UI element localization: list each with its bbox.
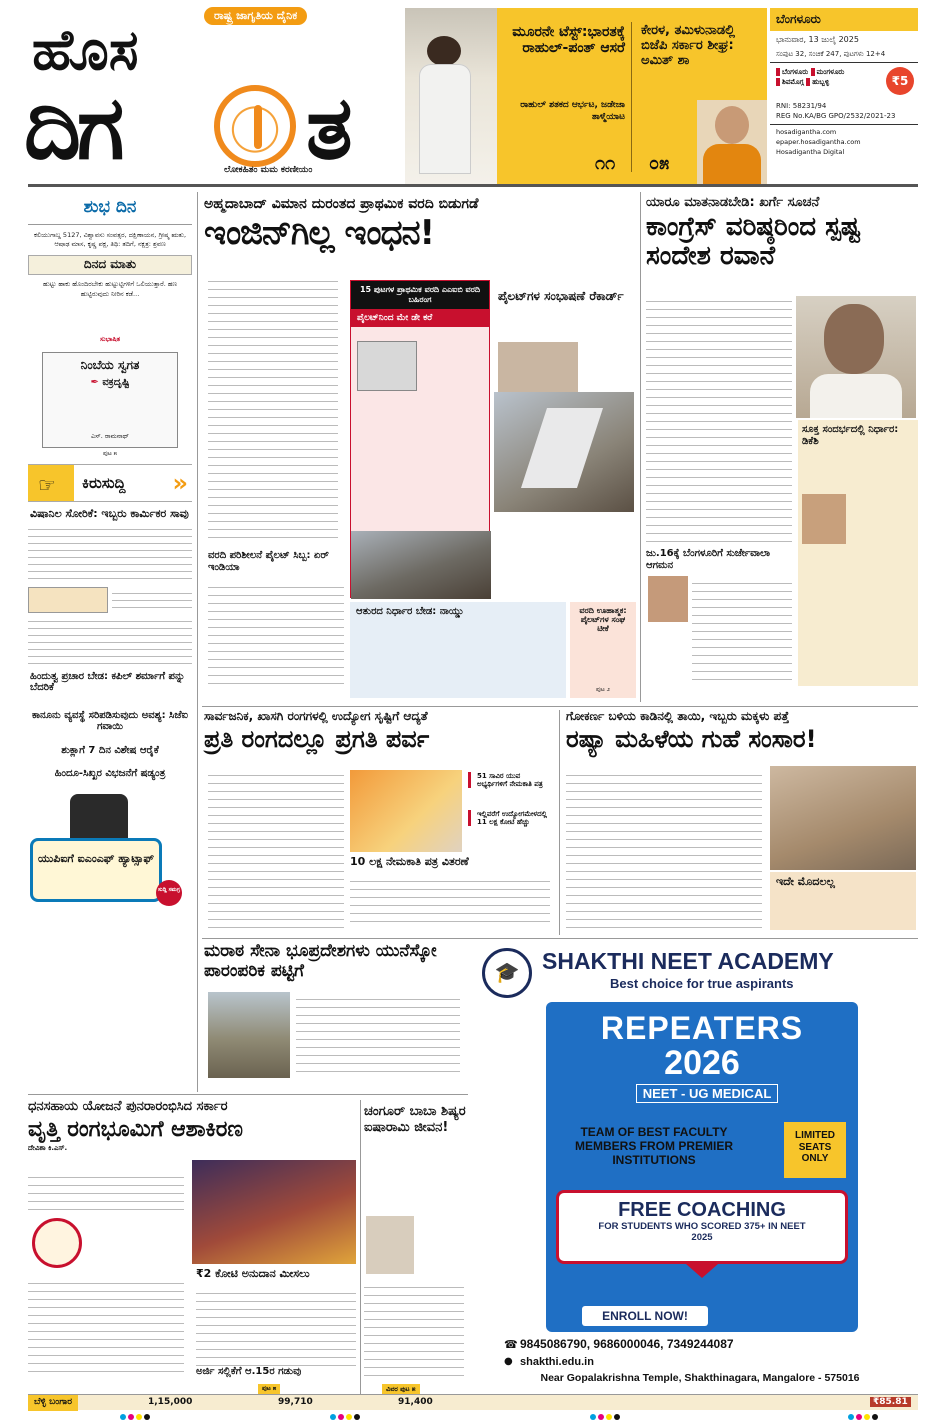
edition-city: ಬೆಂಗಳೂರು [770,8,918,31]
row3-divider [202,938,918,939]
congress-headline: ಕಾಂಗ್ರೆಸ್ ವರಿಷ್ಠರಿಂದ ಸ್ಪಷ್ಟ ಸಂದೇಶ ರವಾನೆ [646,211,861,271]
city-2: ಮಂಗಳೂರು [811,68,845,76]
promo1-sub: ರಾಹುಲ್ ಶತಕದ ಆರ್ಭಟ, ಜಡೇಜಾ ತಾಳ್ಮೆಯಾಟ [520,100,625,122]
theatre-body-2 [28,1276,184,1376]
fuel-switch-photo [357,341,417,391]
pragati-kicker: ಸಾರ್ವಜನಿಕ, ಖಾಸಗಿ ರಂಗಗಳಲ್ಲಿ ಉದ್ಯೋಗ ಸೃಷ್ಟಿಗೆ ಆದ್ಯತೆ [204,709,428,723]
theatre-logo-icon [32,1218,82,1268]
suddi-badge: ಸುದ್ದಿ ಸಮಗ್ರ [156,880,182,906]
congress-story [646,192,918,702]
ticker-value-1: 1,15,000 [148,1397,193,1407]
pragati-headline: ಪ್ರತಿ ರಂಗದಲ್ಲೂ ಪ್ರಗತಿ ಪರ್ವ [204,724,430,753]
city-4: ಹುಬ್ಬಳ್ಳಿ [806,78,829,86]
theatre-deadline: ಅರ್ಜಿ ಸಲ್ಲಿಕೆಗೆ ಆ.15ರ ಗಡುವು [196,1366,302,1377]
edition-issue: ಸಂಪುಟ 32, ಸಂಚಿಕೆ 247, ಪುಟಗಳು 12+4 [770,49,918,63]
dks-box [798,420,918,686]
neet-label: NEET - UG MEDICAL [636,1084,778,1103]
city-3: ಶಿವಮೊಗ್ಗ [776,78,804,86]
brief-1-body-2 [28,615,192,665]
cartoon-title: ನಿಂಬೆಯ ಸ್ವಗತ [80,358,140,373]
upi-headline-box [30,838,162,902]
baba-story [364,1104,466,1396]
pragati-bullet-1: 51 ಸಾವಿರ ಯುವ ಅಭ್ಯರ್ಥಿಗಳಿಗೆ ನೇಮಕಾತಿ ಪತ್ರ [468,772,552,788]
surjewala-body [692,576,792,680]
congress-body [646,294,792,544]
cartoon-box [42,352,178,448]
cartoon-label-text: ವಕ್ರದೃಷ್ಟಿ [102,376,130,388]
pilot-recording-headline: ಪೈಲಟ್‌ಗಳ ಸಂಭಾಷಣೆ ರೆಕಾರ್ಡ್ [498,289,624,303]
faculty-text: TEAM OF BEST FACULTY MEMBERS FROM PREMIER INSTITUTIONS [574,1125,733,1167]
lead-infobox-title: 15 ಪುಟಗಳ ಪ್ರಾಥಮಿಕ ವರದಿ ಎಎಐಬಿ ವರದಿ ಬಹಿರಂಗ [351,281,489,309]
cartoon-author: ಎಸ್. ರಾಮನಾಥ್ [91,432,129,441]
side-story-3-box [570,602,636,698]
pointing-hand-icon: ☞ [38,473,56,498]
cave-headline: ರಷ್ಯಾ ಮಹಿಳೆಯ ಗುಹೆ ಸಂಸಾರ! [566,724,817,753]
lead-headline: ಇಂಜಿನ್‌ಗಿಲ್ಲ ಇಂಧನ! [204,213,434,254]
maratha-story [204,942,462,1090]
theatre-sub: ₹2 ಕೋಟಿ ಅನುದಾನ ಮೀಸಲು [196,1267,310,1280]
globe-icon: ● [504,1356,513,1367]
pilot-photos [498,342,578,392]
fort-photo [208,992,290,1078]
baba-headline: ಚಂಗೂರ್ ಬಾಬಾ ಶಿಷ್ಯರ ಐಷಾರಾಮಿ ಜೀವನ! [364,1104,466,1135]
upi-box [28,794,192,906]
congress-kicker: ಯಾರೂ ಮಾತನಾಡಬೇಡಿ: ಖರ್ಗೆ ಸೂಚನೆ [646,195,820,210]
limited-seats-badge: LIMITED SEATS ONLY [784,1122,846,1178]
brief-1-body [28,523,192,585]
plane-wreck-photo [351,531,491,599]
brief-5-headline: ಹಿಂದೂ-ಸಿಖ್ಖರ ವಿಭಜನೆಗೆ ಷಡ್ಯಂತ್ರ [54,768,166,780]
cartoon-label: ✒ ವಕ್ರದೃಷ್ಟಿ [90,376,130,388]
cave-sub: ಇದೇ ಮೊದಲಲ್ಲ [776,875,835,888]
lead-right-divider [640,192,641,702]
sun-logo-icon [214,85,296,167]
cave-kicker: ಗೋಕರ್ಣ ಬಳಿಯ ಕಾಡಿನಲ್ಲಿ ತಾಯಿ, ಇಬ್ಬರು ಮಕ್ಕಳು ಪತ್ತೆ [566,709,790,723]
theatre-story [28,1100,358,1396]
ticker-rate: ₹85.81 [870,1397,911,1407]
surjewala-photo [648,576,688,622]
free-coaching-box [556,1190,848,1264]
daily-quote: ಹುಟ್ಟು ಹಾಕು ಹೊಂದಿರಬೇಕು ಹುಟ್ಟುಟ್ಟಿಗಳಿಗೆ ಒಲಿಯುತ್ತಾರೆ. ಹಣ ಹುಟ್ಟಿರುವುದು ನೀರಿನ ಕಡೆ... [42,280,178,298]
reg-number: REG No.KA/BG GPO/2532/2021-23 [770,111,918,125]
price-badge: ₹5 [886,67,914,95]
ad-phones: 9845086790, 9686000046, 7349244087 [520,1337,734,1351]
pragati-body [208,768,344,928]
promo-divider [631,22,632,172]
promo1-title: ಮೂರನೇ ಟೆಸ್ಟ್:ಭಾರತಕ್ಕೆ ರಾಹುಲ್-ಪಂತ್ ಆಸರೆ [512,24,625,57]
enroll-button[interactable]: ENROLL NOW! [582,1306,708,1326]
masthead-title-main: ದಿಗ [24,76,121,179]
masthead [24,5,424,183]
lead-page-ref[interactable]: ಪುಟ ೨ [595,686,611,693]
lead-infobox-sub: ಪೈಲಟ್‌ನಿಂದ ಮೇ ಡೇ ಕರೆ [351,309,489,327]
repeaters-text: REPEATERS [600,1010,804,1046]
pragati-story [204,710,554,935]
brief-2-headline: ಹಿಂದುತ್ವ ಪ್ರಚಾರ ಬೇಡ: ಕಪಿಲ್ ಶರ್ಮಾಗೆ ಪನ್ನು ಬೆದರಿಕೆ [30,670,186,694]
ad-blue-panel [546,1002,858,1332]
promo-strip [405,8,767,184]
side-story-1-body [208,580,344,684]
brief-1-headline: ವಿಷಾನಿಲ ಸೋರಿಕೆ: ಇಬ್ಬರು ಕಾರ್ಮಿಕರ ಸಾವು [30,507,189,521]
free-coaching-text: FREE COACHING [618,1199,786,1221]
side-story-2-headline: ಆತುರದ ನಿರ್ಧಾರ ಬೇಡ: ನಾಯ್ಡು [356,606,464,617]
dks-headline: ಸೂಕ್ತ ಸಂದರ್ಭದಲ್ಲಿ ನಿರ್ಧಾರ: ಡಿಕೆಶಿ [802,424,899,447]
pragati-photo [350,770,462,852]
theatre-headline: ವೃತ್ತಿ ರಂಗಭೂಮಿಗೆ ಆಶಾಕಿರಣ [28,1116,243,1142]
masthead-title-end: ತ [306,76,353,179]
theatre-photo [192,1160,356,1264]
baba-body [364,1280,464,1380]
masthead-slogan: ಲೋಕಹಿತಂ ಮಮ ಕರಣೀಯಂ [224,165,313,175]
dinada-matu-title: ದಿನದ ಮಾತು [28,255,192,275]
edition-box [770,8,918,184]
edition-cities [776,67,876,88]
city-1: ಬೆಂಗಳೂರು [776,68,808,76]
baba-photo [366,1216,414,1274]
free-coaching-sub: FOR STUDENTS WHO SCORED 375+ IN NEET 2025 [598,1221,806,1243]
dks-photo [802,494,846,544]
masthead-divider [28,184,918,187]
maratha-headline: ಮರಾಠ ಸೇನಾ ಭೂಪ್ರದೇಶಗಳು ಯುನೆಸ್ಕೋ ಪಾರಂಪರಿಕ ಪಟ್ಟಿಗೆ [204,941,437,981]
rni-number: RNI: 58231/94 [776,101,827,110]
ticker-value-3: 91,400 [398,1397,433,1407]
cave-family-photo [770,766,916,870]
side-story-2-box [350,602,566,698]
kharge-photo [796,296,916,418]
theatre-body [28,1170,184,1210]
mid-divider [559,710,560,935]
pragati-sub: 10 ಲಕ್ಷ ನೇಮಕಾತಿ ಪತ್ರ ವಿತರಣೆ [350,855,469,868]
cave-story [566,710,918,935]
year-text: 2026 [664,1044,740,1082]
kirusuddi-banner [28,464,192,502]
chevron-arrows-icon: » [172,469,188,498]
maratha-body [296,992,460,1078]
quote-source: ಸುಭಾಷಿತ [99,335,121,344]
ticker-value-2: 99,710 [278,1397,313,1407]
ad-website[interactable]: shakthi.edu.in [520,1356,594,1368]
masthead-title-top: ಹೊಸ [32,18,139,83]
pragati-sub-body [350,874,550,928]
brief-3-headline: ಕಾನೂನು ವ್ಯವಸ್ಥೆ ಸರಿಪಡಿಸುವುದು ಅವಶ್ಯ: ಸಿಜೆಐ ಗವಾಯಿ [32,709,188,733]
cave-sub-box [770,872,916,930]
amit-shah-photo [697,100,767,184]
surjewala-headline: ಜು.16ಕ್ಕೆ ಬೆಂಗಳೂರಿಗೆ ಸುರ್ಜೇವಾಲಾ ಆಗಮನ [646,548,771,571]
theatre-page-ref[interactable]: ಪುಟ ೫ [258,1384,280,1394]
ticker-label: ಬೆಳ್ಳಿ ಬಂಗಾರ [28,1395,78,1411]
pragati-bullet-2: ಇಲ್ಲಿವರೆಗೆ ಉದ್ಯೋಗಮೇಳದಲ್ಲಿ 11 ಲಕ್ಷ ಕೋಟಿ ಹೆಚ್ಚು [468,810,552,826]
theatre-sub-body [196,1286,356,1366]
print-color-marks [120,1414,880,1422]
cave-body [566,768,762,928]
promo2-page: ೦೫ [649,153,670,174]
ad-address: Near Gopalakrishna Temple, Shakthinagara, Mangalore - 575016 [540,1372,860,1384]
shakthi-ad [474,942,918,1390]
market-ticker [28,1394,918,1410]
lead-kicker: ಅಹ್ಮದಾಬಾದ್ ವಿಮಾನ ದುರಂತದ ಪ್ರಾಥಮಿಕ ವರದಿ ಬಿಡುಗಡೆ [204,196,479,212]
website-link[interactable]: hosadigantha.com [776,128,837,137]
cartoon-page-ref[interactable]: ಪುಟ ೫ [102,450,118,458]
kirusuddi-title: ಕಿರುಸುದ್ದಿ [82,474,126,493]
lead-infobox [350,280,490,598]
edition-date: ಭಾನುವಾರ, 13 ಜುಲೈ 2025 [776,35,859,44]
promo2-title: ಕೇರಳ, ತಮಿಳುನಾಡಲ್ಲಿ ಬಿಜೆಪಿ ಸರ್ಕಾರ ಶೀಘ್ರ: ಅಮಿತ್ ಶಾ [641,23,735,68]
panchanga-text: ಕಲಿಯುಗಾಬ್ದ 5127, ವಿಶ್ವಾವಸು ಸಂವತ್ಸರ, ದಕ್ಷಿಣಾಯನ, ಗ್ರೀಷ್ಮ ಋತು, ಆಷಾಢ ಮಾಸ, ಕೃಷ್ಣ ಪಕ್ಷ, ತಿಥಿ: ತದಿಗೆ, ನಕ್ಷತ್ರ: ಶ್ರವಣ [33,230,187,248]
academy-name: SHAKTHI NEET ACADEMY [542,948,834,974]
left-col-divider [197,192,198,1092]
baba-divider [360,1100,361,1396]
arrow-down-icon [686,1264,718,1278]
tagline-badge: ರಾಷ್ಟ್ರ ಜಾಗೃತಿಯ ದೈನಿಕ [204,7,307,25]
theatre-kicker: ಧನಸಹಾಯ ಯೋಜನೆ ಪುನರಾರಂಭಿಸಿದ ಸರ್ಕಾರ [28,1099,228,1114]
bottom-row-divider [28,1094,468,1095]
epaper-link[interactable]: epaper.hosadigantha.com [776,137,861,146]
side-story-1-headline: ವರದಿ ಪರಿಶೀಲನೆ ಪೈಲಟ್ ಸಿಬ್ಬ: ಏರ್ ಇಂಡಿಯಾ [208,550,329,573]
shubha-dina-title: ಶುಭ ದಿನ [28,192,192,225]
upi-headline: ಯುಪಿಐಗೆ ಐಎಂಎಫ್ ಹ್ಯಾಟ್ಸಾಫ್ [37,851,154,865]
cricket-photo [405,8,497,184]
lead-story [204,192,636,702]
academy-logo-icon: 🎓 [482,948,532,998]
brief-1-inset [28,587,192,613]
brief-4-headline: ಶುಕ್ಲಾಗೆ 7 ದಿನ ವಿಶೇಷ ಆರೈಕೆ [61,744,159,756]
baba-page-ref[interactable]: ವಿವರ ಪುಟ ೫ [382,1384,420,1395]
row2-divider [202,706,918,707]
promo1-page: ೧೧ [595,153,616,174]
academy-tagline: Best choice for true aspirants [610,976,794,991]
side-story-3-headline: ವರದಿ ಊಹಾತ್ಮಕ: ಪೈಲಟ್‌ಗಳ ಸಂಘ ಟೀಕೆ [579,606,627,634]
lead-body [208,274,338,539]
phone-icon: ☎ [504,1338,518,1351]
theatre-byline: ದೇವಿಶಾ ಕಿ.ಎಸ್. [28,1144,68,1153]
digital-link[interactable]: Hosadigantha Digital [776,147,845,156]
plane-tail-photo [494,392,634,512]
